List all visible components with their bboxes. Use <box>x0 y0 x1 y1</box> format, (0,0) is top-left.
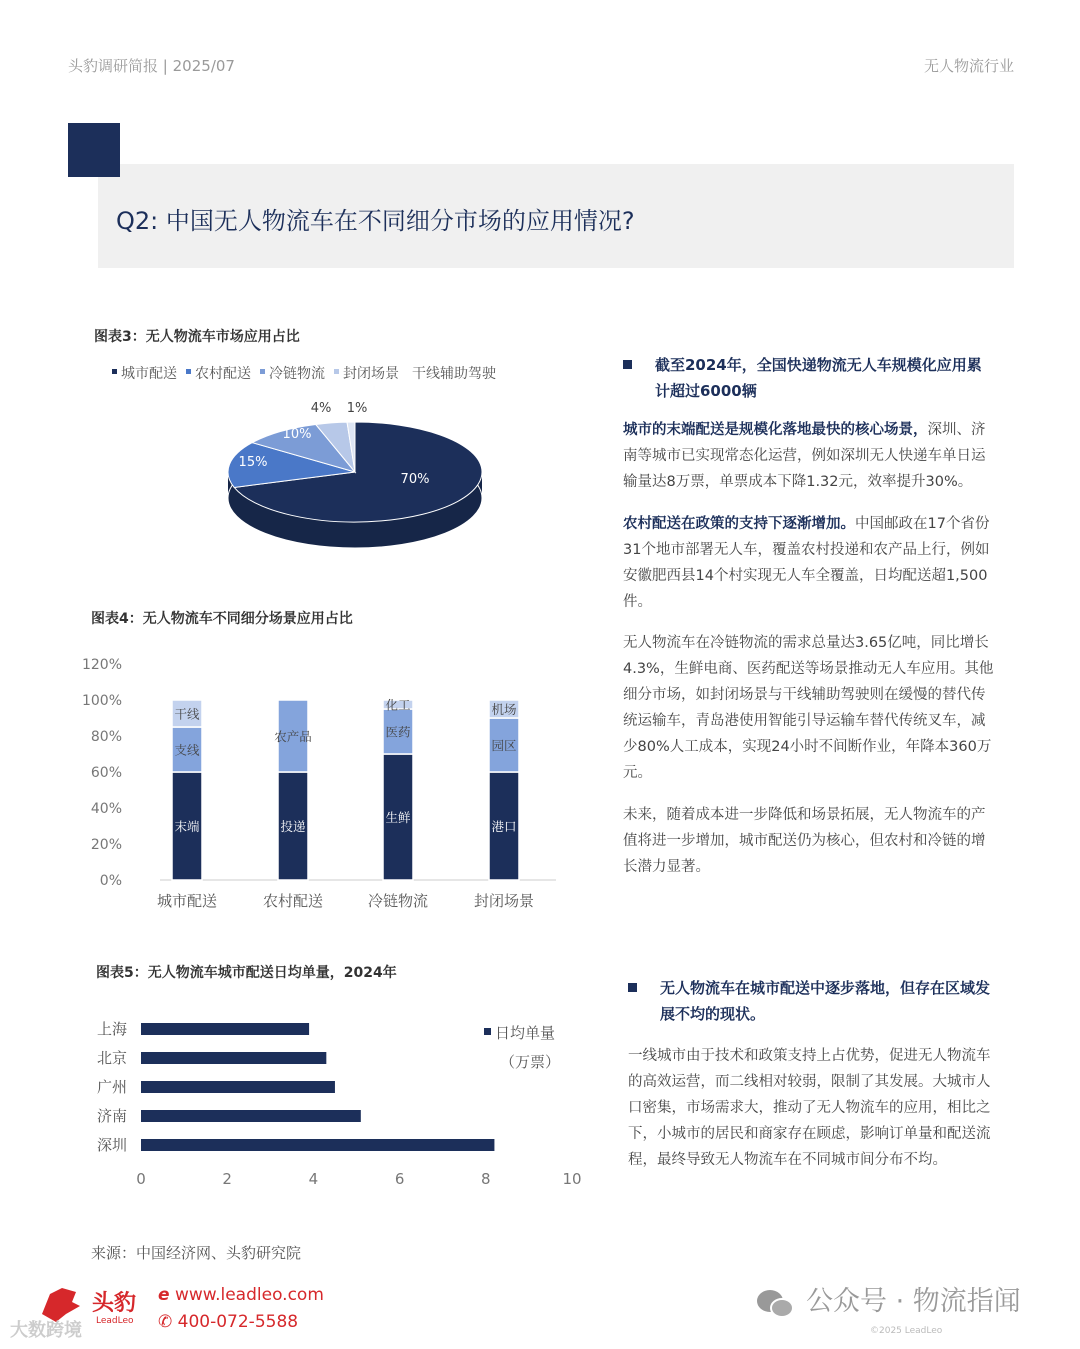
p1-bold: 城市的末端配送是规模化落地最快的核心场景， <box>623 422 928 438</box>
wechat-icon <box>756 1288 794 1320</box>
separator: | <box>162 57 168 75</box>
y-category-label: 北京 <box>96 1049 127 1067</box>
segment-label: 干线 <box>174 706 200 722</box>
legend-label: 城市配送 <box>121 366 177 382</box>
watermark-left: 大数跨境 <box>10 1320 82 1341</box>
bar <box>141 1081 335 1093</box>
pie-data-label: 4% <box>310 401 332 416</box>
segment-label: 投递 <box>280 819 306 834</box>
segment-label: 医药 <box>385 724 411 740</box>
legend-label: 农村配送 <box>195 366 251 382</box>
bar <box>141 1023 309 1035</box>
legend-swatch <box>484 1028 491 1035</box>
source-note: 来源：中国经济网、头豹研究院 <box>91 1244 302 1262</box>
bar <box>141 1139 494 1151</box>
paragraph-2 <box>623 511 995 615</box>
bar <box>141 1110 361 1122</box>
p2-text: 中国邮政在17个省份31个地市部署无人车，覆盖农村投递和农产品上行，例如安徽肥西县14个村实现无人车全覆盖，日均配送超1,500件。 <box>623 516 990 610</box>
y-tick-label: 40% <box>90 801 122 817</box>
website-link[interactable] <box>158 1285 324 1305</box>
x-tick-label: 8 <box>481 1170 491 1188</box>
header-industry: 无人物流行业 <box>923 57 1014 75</box>
pie-chart <box>0 350 600 590</box>
stacked-bar-chart <box>0 640 600 920</box>
phone-text: 400-072-5588 <box>177 1312 299 1332</box>
x-tick-label: 城市配送 <box>156 892 218 910</box>
segment-label: 机场 <box>491 702 517 717</box>
pie-data-label: 1% <box>346 401 368 416</box>
x-tick-label: 2 <box>222 1170 232 1188</box>
chart4-title: 图表4：无人物流车不同细分场景应用占比 <box>91 611 353 627</box>
bullet-square-icon <box>623 360 632 369</box>
segment-label: 化工 <box>385 697 411 713</box>
x-tick-label: 封闭场景 <box>473 892 535 910</box>
title-accent-square <box>68 123 120 177</box>
paragraph-1 <box>623 417 995 495</box>
y-tick-label: 60% <box>90 765 122 781</box>
y-tick-label: 20% <box>90 837 122 853</box>
report-name: 头豹调研简报 <box>68 57 159 75</box>
page-title: Q2: 中国无人物流车在不同细分市场的应用情况? <box>116 207 635 235</box>
chart3-title: 图表3：无人物流车市场应用占比 <box>94 329 300 345</box>
right-column-top <box>623 352 995 880</box>
x-tick-label: 10 <box>562 1170 582 1188</box>
legend-label: 日均单量 <box>495 1024 556 1042</box>
copyright: ©2025 LeadLeo <box>870 1326 943 1336</box>
phone-number <box>158 1312 298 1332</box>
y-tick-label: 100% <box>81 693 122 709</box>
segment-label: 生鲜 <box>385 810 411 825</box>
segment-label: 园区 <box>491 738 517 753</box>
bullet-1 <box>623 352 995 404</box>
legend-swatch <box>334 369 339 374</box>
legend-unit: （万票） <box>500 1053 561 1071</box>
x-tick-label: 冷链物流 <box>367 892 429 910</box>
horizontal-bar-chart <box>0 1005 600 1200</box>
pie-data-label: 70% <box>400 472 430 487</box>
chart5-title: 图表5：无人物流车城市配送日均单量，2024年 <box>96 965 397 981</box>
segment-label: 港口 <box>491 819 517 834</box>
wechat-account: 公众号 · 物流指闻 <box>806 1286 1021 1317</box>
bullet-2 <box>628 975 995 1027</box>
brand-name: 头豹 <box>92 1291 137 1316</box>
y-category-label: 上海 <box>96 1020 127 1038</box>
segment-label: 农产品 <box>274 729 312 744</box>
legend-label: 封闭场景 <box>343 366 399 382</box>
y-category-label: 深圳 <box>96 1136 127 1154</box>
report-date: 2025/07 <box>172 57 235 75</box>
legend-swatch <box>186 369 191 374</box>
x-tick-label: 0 <box>136 1170 146 1188</box>
y-category-label: 广州 <box>96 1078 127 1096</box>
pie-data-label: 10% <box>282 427 312 442</box>
p2-bold: 农村配送在政策的支持下逐渐增加。 <box>623 516 855 532</box>
web-icon: e <box>158 1285 170 1305</box>
y-tick-label: 0% <box>99 873 122 889</box>
bullet-2-text: 无人物流车在城市配送中逐步落地，但存在区域发展不均的现状。 <box>660 979 991 1023</box>
y-tick-label: 120% <box>81 657 122 673</box>
pie-data-label: 15% <box>238 455 268 470</box>
right-column-bottom <box>628 975 995 1173</box>
x-tick-label: 6 <box>394 1170 405 1188</box>
paragraph-4: 未来，随着成本进一步降低和场景拓展，无人物流车的产值将进一步增加，城市配送仍为核心，但农村和冷链的增长潜力显著。 <box>623 807 986 875</box>
segment-label: 支线 <box>174 742 200 758</box>
bar <box>141 1052 326 1064</box>
leadleo-logo-icon <box>36 1284 84 1324</box>
legend-swatch <box>260 369 265 374</box>
brand-en: LeadLeo <box>96 1316 134 1326</box>
bullet-1-text: 截至2024年，全国快递物流无人车规模化应用累计超过6000辆 <box>655 356 982 400</box>
header-left <box>68 55 235 76</box>
legend-swatch <box>112 369 117 374</box>
legend-label: 干线辅助驾驶 <box>412 366 496 382</box>
legend-label: 冷链物流 <box>269 366 325 382</box>
bullet-square-icon <box>628 983 637 992</box>
paragraph-3: 无人物流车在冷链物流的需求总量达3.65亿吨，同比增长4.3%，生鲜电商、医药配送等场景推动无人车应用。其他细分市场，如封闭场景与干线辅助驾驶则在缓慢的替代传统运输车，青岛港使用智能引导运输车替代传统叉车，减少80%人工成本，实现24小时不间断作业，年降本360万元。 <box>623 635 994 781</box>
y-tick-label: 80% <box>90 729 122 745</box>
segment-label: 末端 <box>174 819 200 834</box>
paragraph-5: 一线城市由于技术和政策支持上占优势，促进无人物流车的高效运营，而二线相对较弱，限制了其发展。大城市人口密集，市场需求大，推动了无人物流车的应用，相比之下，小城市的居民和商家存在顾虑，影响订单量和配送流程，最终导致无人物流车在不同城市间分布不均。 <box>628 1048 991 1168</box>
x-tick-label: 4 <box>308 1170 319 1188</box>
website-text: www.leadleo.com <box>174 1285 324 1305</box>
p1-text: 深圳、济南等城市已实现常态化运营，例如深圳无人快递车单日运输量达8万票，单票成本下降1.32元，效率提升30%。 <box>623 422 986 490</box>
x-tick-label: 农村配送 <box>262 892 324 910</box>
y-category-label: 济南 <box>96 1107 127 1125</box>
phone-icon: ✆ <box>158 1312 173 1332</box>
